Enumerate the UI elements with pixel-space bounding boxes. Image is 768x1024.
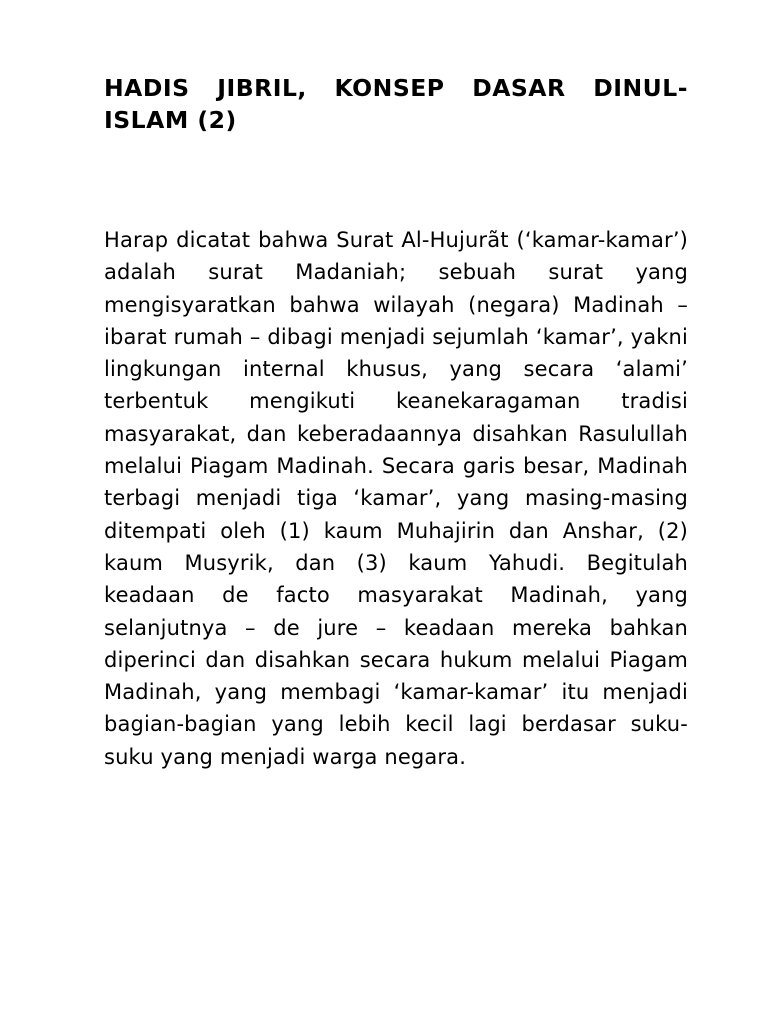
document-title: HADIS JIBRIL, KONSEP DASAR DINUL-ISLAM (2) (104, 74, 688, 134)
body-paragraph: Harap dicatat bahwa Surat Al-Hujurãt (‘kamar-kamar’) adalah surat Madaniah; sebuah surat yang mengisyaratkan bahwa wilayah (negara) Madinah – ibarat rumah – dibagi menjadi sejumlah ‘kamar’, yakni lingkungan internal khusus, yang secara ‘alami’ terbentuk mengikuti keanekaragaman tradisi masyarakat, dan keberadaannya disahkan Rasulullah melalui Piagam Madinah. Secara garis besar, Madinah terbagi menjadi tiga ‘kamar’, yang masing-masing ditempati oleh (1) kaum Muhajirin dan Anshar, (2) kaum Musyrik, dan (3) kaum Yahudi. Begitulah keadaan de facto masyarakat Madinah, yang selanjutnya – de jure – keadaan mereka bahkan diperinci dan disahkan secara hukum melalui Piagam Madinah, yang membagi ‘kamar-kamar’ itu menjadi bagian-bagian yang lebih kecil lagi berdasar suku-suku yang menjadi warga negara. (104, 228, 688, 769)
document-page (104, 72, 688, 773)
